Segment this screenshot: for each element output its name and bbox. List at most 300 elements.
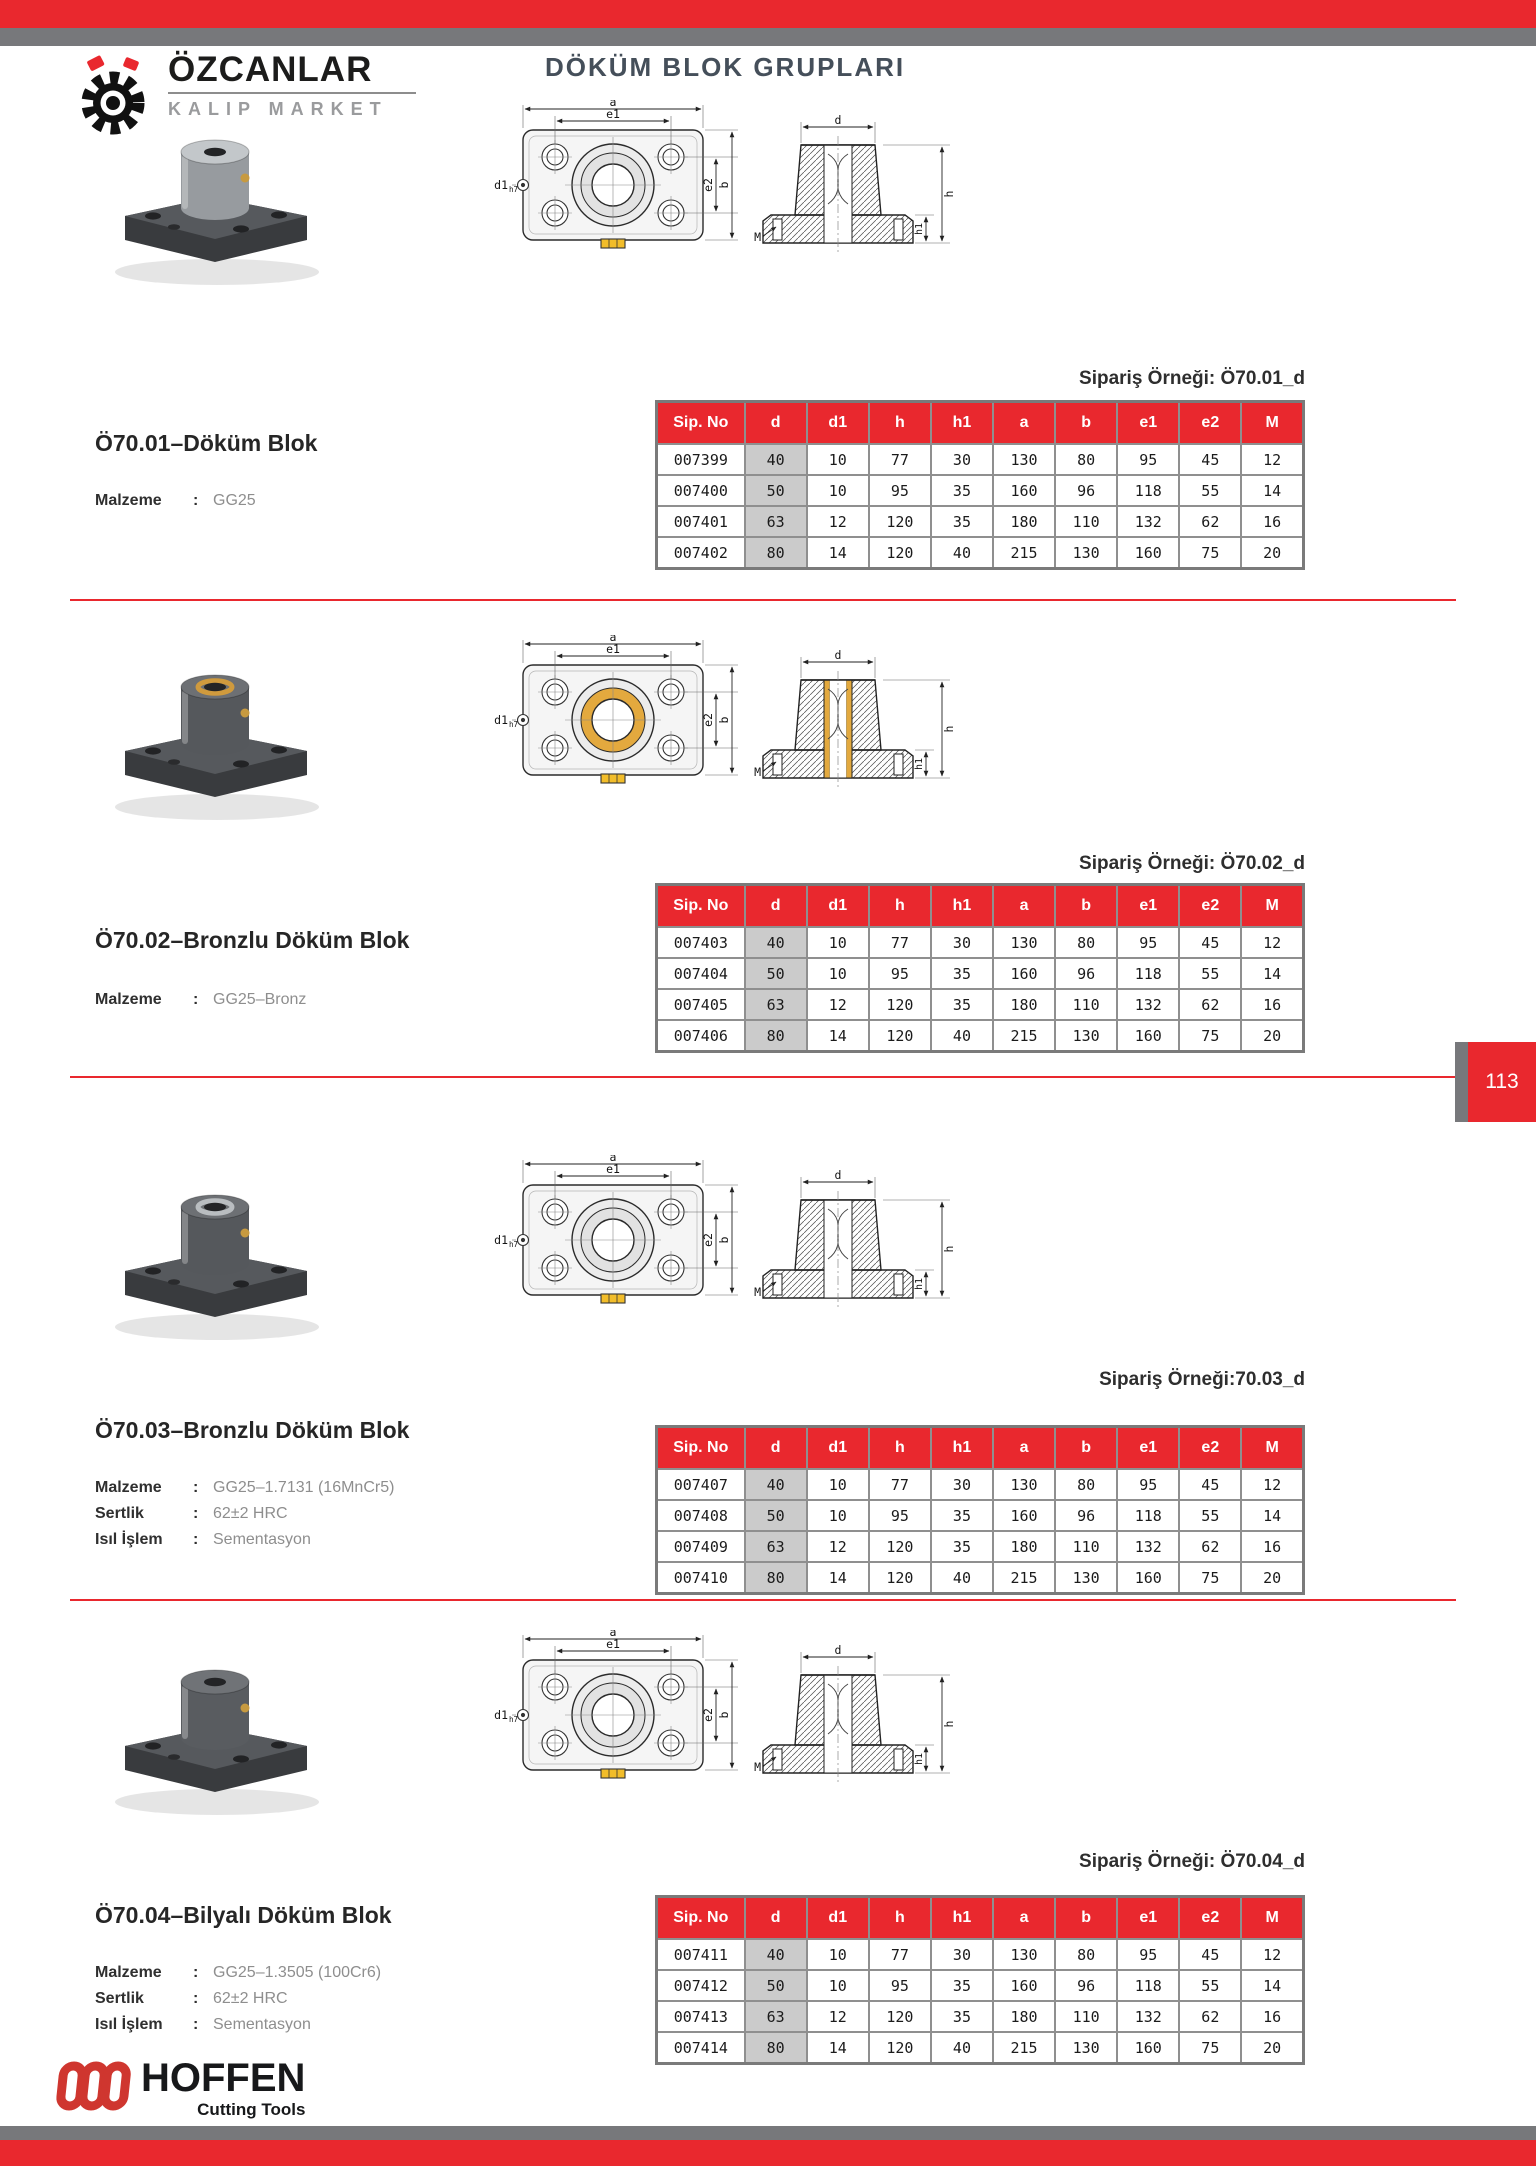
product-photo [95, 1640, 335, 1830]
dimension-cell: 180 [993, 506, 1055, 537]
spec-value: GG25 [213, 492, 256, 509]
dimension-cell: 30 [931, 444, 993, 475]
dimension-cell: 160 [1117, 2032, 1179, 2064]
svg-text:h7: h7 [509, 185, 519, 194]
technical-drawing [468, 1155, 968, 1340]
order-number-cell: 007404 [657, 958, 745, 989]
svg-text:a: a [609, 1155, 617, 1164]
dimension-cell: 77 [869, 1469, 931, 1500]
spec-row [95, 1501, 394, 1527]
spec-colon: : [193, 2016, 199, 2033]
dimension-cell: 180 [993, 989, 1055, 1020]
svg-text:d: d [834, 648, 842, 662]
dimension-cell: 14 [807, 1020, 869, 1052]
order-number-cell: 007410 [657, 1562, 745, 1594]
column-header: d [745, 1427, 807, 1470]
dimension-table [655, 1895, 1305, 2065]
dimension-cell: 96 [1055, 958, 1117, 989]
dimension-cell: 118 [1117, 1970, 1179, 2001]
dimension-cell: 14 [807, 537, 869, 569]
dimension-cell: 10 [807, 475, 869, 506]
dimension-cell: 110 [1055, 506, 1117, 537]
svg-text:d: d [834, 1643, 842, 1657]
dimension-cell: 80 [745, 1562, 807, 1594]
dimension-cell: 95 [869, 958, 931, 989]
dimension-cell: 110 [1055, 989, 1117, 1020]
section-title: Ö70.04–Bilyalı Döküm Blok [95, 1902, 392, 1928]
dimension-cell: 80 [745, 537, 807, 569]
dimension-cell: 55 [1179, 1970, 1241, 2001]
dimension-cell: 63 [745, 506, 807, 537]
column-header: e2 [1179, 402, 1241, 445]
dimension-cell: 120 [869, 1531, 931, 1562]
dimension-cell: 62 [1179, 2001, 1241, 2032]
dimension-cell: 95 [869, 475, 931, 506]
column-header: h [869, 885, 931, 928]
spec-list [95, 488, 256, 514]
table-row [657, 1939, 1304, 1970]
svg-text:M: M [754, 1760, 761, 1774]
svg-text:a: a [609, 100, 617, 109]
dimension-cell: 14 [1241, 1970, 1303, 2001]
column-header: Sip. No [657, 402, 745, 445]
spec-colon: : [193, 1479, 199, 1496]
dimension-cell: 40 [931, 1020, 993, 1052]
dimension-cell: 12 [807, 2001, 869, 2032]
order-number-cell: 007408 [657, 1500, 745, 1531]
dimension-cell: 77 [869, 1939, 931, 1970]
column-header: h [869, 1897, 931, 1940]
dimension-cell: 12 [1241, 1469, 1303, 1500]
column-header: h1 [931, 402, 993, 445]
spec-row [95, 2012, 381, 2038]
dimension-cell: 120 [869, 1020, 931, 1052]
dimension-cell: 75 [1179, 537, 1241, 569]
column-header: e1 [1117, 885, 1179, 928]
dimension-cell: 215 [993, 1562, 1055, 1594]
spec-value: Sementasyon [213, 1531, 311, 1548]
svg-text:h: h [942, 1245, 956, 1253]
dimension-cell: 96 [1055, 475, 1117, 506]
column-header: e2 [1179, 1427, 1241, 1470]
product-photo [95, 1165, 335, 1355]
spec-label: Sertlik [95, 1990, 144, 2007]
brand-rule [168, 92, 416, 94]
table-row [657, 1020, 1304, 1052]
order-number-cell: 007405 [657, 989, 745, 1020]
table-row [657, 2001, 1304, 2032]
dimension-cell: 12 [807, 506, 869, 537]
spec-label: Sertlik [95, 1505, 144, 1522]
dimension-cell: 14 [1241, 958, 1303, 989]
dimension-cell: 30 [931, 1939, 993, 1970]
svg-text:a: a [609, 635, 617, 644]
footer-brand-name: HOFFEN [141, 2056, 306, 2100]
dimension-cell: 132 [1117, 1531, 1179, 1562]
dimension-cell: 118 [1117, 475, 1179, 506]
column-header: M [1241, 1897, 1303, 1940]
dimension-cell: 120 [869, 2032, 931, 2064]
table-header-row [657, 1427, 1304, 1470]
column-header: M [1241, 885, 1303, 928]
dimension-cell: 80 [1055, 927, 1117, 958]
dimension-cell: 75 [1179, 1020, 1241, 1052]
dimension-cell: 130 [993, 1469, 1055, 1500]
svg-text:h7: h7 [509, 720, 519, 729]
svg-text:h1: h1 [914, 1277, 925, 1291]
table-header-row [657, 1897, 1304, 1940]
dimension-cell: 35 [931, 2001, 993, 2032]
dimension-cell: 130 [1055, 1020, 1117, 1052]
bottom-gray-bar [0, 2126, 1536, 2140]
dimension-cell: 35 [931, 1970, 993, 2001]
dimension-cell: 35 [931, 958, 993, 989]
spec-colon: : [193, 492, 199, 509]
dimension-cell: 160 [1117, 1562, 1179, 1594]
dimension-cell: 118 [1117, 1500, 1179, 1531]
column-header: d1 [807, 1427, 869, 1470]
dimension-cell: 20 [1241, 2032, 1303, 2064]
table-row [657, 1500, 1304, 1531]
table-row [657, 1469, 1304, 1500]
table-row [657, 506, 1304, 537]
order-number-cell: 007406 [657, 1020, 745, 1052]
column-header: d1 [807, 1897, 869, 1940]
dimension-cell: 130 [993, 444, 1055, 475]
dimension-cell: 45 [1179, 1469, 1241, 1500]
dimension-cell: 75 [1179, 2032, 1241, 2064]
dimension-cell: 10 [807, 1939, 869, 1970]
spec-label: Isıl İşlem [95, 2016, 163, 2033]
svg-text:d1: d1 [494, 178, 508, 192]
dimension-cell: 50 [745, 475, 807, 506]
dimension-cell: 40 [931, 537, 993, 569]
order-example-label: Sipariş Örneği:70.03_d [1099, 1369, 1305, 1390]
dimension-cell: 130 [1055, 537, 1117, 569]
dimension-cell: 10 [807, 958, 869, 989]
section-divider [70, 1599, 1456, 1601]
table-row [657, 927, 1304, 958]
table-header-row [657, 402, 1304, 445]
page-number-tab [1455, 1042, 1536, 1122]
spec-row [95, 488, 256, 514]
dimension-cell: 160 [993, 475, 1055, 506]
order-number-cell: 007412 [657, 1970, 745, 2001]
column-header: Sip. No [657, 1897, 745, 1940]
dimension-cell: 110 [1055, 1531, 1117, 1562]
svg-text:h1: h1 [914, 757, 925, 771]
table-header-row [657, 885, 1304, 928]
spec-label: Malzeme [95, 492, 162, 509]
spec-label: Malzeme [95, 1479, 162, 1496]
column-header: h [869, 1427, 931, 1470]
dimension-cell: 12 [807, 1531, 869, 1562]
product-photo [95, 645, 335, 835]
order-number-cell: 007411 [657, 1939, 745, 1970]
column-header: d [745, 885, 807, 928]
svg-text:e2: e2 [701, 1233, 715, 1247]
dimension-cell: 12 [1241, 927, 1303, 958]
dimension-cell: 80 [745, 2032, 807, 2064]
spec-value: GG25–1.7131 (16MnCr5) [213, 1479, 395, 1496]
column-header: a [993, 1897, 1055, 1940]
dimension-cell: 95 [1117, 927, 1179, 958]
dimension-cell: 95 [1117, 1939, 1179, 1970]
column-header: a [993, 402, 1055, 445]
table-row [657, 537, 1304, 569]
top-red-bar [0, 0, 1536, 28]
dimension-cell: 10 [807, 1469, 869, 1500]
section-title: Ö70.01–Döküm Blok [95, 430, 318, 456]
order-number-cell: 007401 [657, 506, 745, 537]
column-header: b [1055, 1427, 1117, 1470]
dimension-cell: 95 [1117, 1469, 1179, 1500]
dimension-cell: 40 [745, 444, 807, 475]
dimension-cell: 215 [993, 537, 1055, 569]
column-header: d1 [807, 402, 869, 445]
svg-text:e1: e1 [606, 107, 620, 121]
dimension-cell: 180 [993, 1531, 1055, 1562]
table-row [657, 1562, 1304, 1594]
dimension-cell: 62 [1179, 1531, 1241, 1562]
dimension-cell: 160 [993, 958, 1055, 989]
svg-text:a: a [609, 1630, 617, 1639]
dimension-cell: 12 [1241, 444, 1303, 475]
dimension-cell: 120 [869, 989, 931, 1020]
bottom-red-bar [0, 2140, 1536, 2166]
dimension-cell: 120 [869, 1562, 931, 1594]
spec-row [95, 1960, 381, 1986]
spec-row [95, 1527, 394, 1553]
dimension-table [655, 400, 1305, 570]
table-row [657, 989, 1304, 1020]
dimension-cell: 45 [1179, 927, 1241, 958]
spec-row [95, 1986, 381, 2012]
order-number-cell: 007403 [657, 927, 745, 958]
dimension-cell: 45 [1179, 444, 1241, 475]
spec-row [95, 987, 306, 1013]
dimension-cell: 160 [993, 1500, 1055, 1531]
order-number-cell: 007407 [657, 1469, 745, 1500]
dimension-cell: 95 [1117, 444, 1179, 475]
dimension-cell: 130 [993, 1939, 1055, 1970]
dimension-cell: 20 [1241, 537, 1303, 569]
dimension-cell: 160 [1117, 537, 1179, 569]
dimension-cell: 96 [1055, 1970, 1117, 2001]
dimension-cell: 130 [1055, 1562, 1117, 1594]
svg-text:d1: d1 [494, 713, 508, 727]
dimension-cell: 20 [1241, 1020, 1303, 1052]
column-header: h1 [931, 885, 993, 928]
spec-value: GG25–Bronz [213, 991, 307, 1008]
svg-text:h7: h7 [509, 1240, 519, 1249]
column-header: e1 [1117, 1897, 1179, 1940]
dimension-cell: 215 [993, 1020, 1055, 1052]
order-number-cell: 007402 [657, 537, 745, 569]
order-number-cell: 007400 [657, 475, 745, 506]
dimension-cell: 14 [807, 2032, 869, 2064]
dimension-cell: 95 [869, 1970, 931, 2001]
dimension-cell: 63 [745, 989, 807, 1020]
spec-label: Malzeme [95, 991, 162, 1008]
column-header: e1 [1117, 1427, 1179, 1470]
dimension-cell: 50 [745, 1500, 807, 1531]
product-photo [95, 110, 335, 300]
order-number-cell: 007409 [657, 1531, 745, 1562]
column-header: Sip. No [657, 1427, 745, 1470]
column-header: b [1055, 402, 1117, 445]
svg-text:e1: e1 [606, 642, 620, 656]
dimension-cell: 40 [745, 1469, 807, 1500]
spec-value: 62±2 HRC [213, 1990, 288, 2007]
svg-text:e1: e1 [606, 1162, 620, 1176]
table-row [657, 475, 1304, 506]
svg-text:b: b [717, 1711, 731, 1719]
dimension-cell: 40 [745, 927, 807, 958]
dimension-cell: 35 [931, 506, 993, 537]
dimension-cell: 80 [1055, 444, 1117, 475]
svg-text:h1: h1 [914, 1752, 925, 1766]
dimension-cell: 10 [807, 1970, 869, 2001]
spec-row [95, 1475, 394, 1501]
table-row [657, 1531, 1304, 1562]
spec-list [95, 1960, 381, 2038]
dimension-cell: 16 [1241, 989, 1303, 1020]
svg-text:h: h [942, 725, 956, 733]
svg-text:b: b [717, 716, 731, 724]
dimension-cell: 62 [1179, 506, 1241, 537]
dimension-cell: 80 [1055, 1939, 1117, 1970]
dimension-cell: 50 [745, 958, 807, 989]
spec-colon: : [193, 1964, 199, 1981]
dimension-cell: 110 [1055, 2001, 1117, 2032]
column-header: a [993, 885, 1055, 928]
top-gray-bar [0, 28, 1536, 46]
dimension-cell: 120 [869, 2001, 931, 2032]
footer-logo [55, 2058, 305, 2120]
spec-list [95, 987, 306, 1013]
dimension-cell: 132 [1117, 506, 1179, 537]
spec-colon: : [193, 991, 199, 1008]
dimension-cell: 118 [1117, 958, 1179, 989]
column-header: d [745, 402, 807, 445]
column-header: M [1241, 1427, 1303, 1470]
dimension-cell: 63 [745, 2001, 807, 2032]
dimension-cell: 62 [1179, 989, 1241, 1020]
footer-brand-subtitle: Cutting Tools [197, 2100, 306, 2119]
dimension-table [655, 1425, 1305, 1595]
spec-value: Sementasyon [213, 2016, 311, 2033]
svg-text:h1: h1 [914, 222, 925, 236]
order-number-cell: 007414 [657, 2032, 745, 2064]
spec-value: GG25–1.3505 (100Cr6) [213, 1964, 382, 1981]
hoffen-rings-icon [55, 2058, 133, 2119]
svg-text:d: d [834, 1168, 842, 1182]
dimension-cell: 14 [1241, 475, 1303, 506]
dimension-cell: 35 [931, 475, 993, 506]
column-header: e2 [1179, 885, 1241, 928]
dimension-cell: 96 [1055, 1500, 1117, 1531]
spec-colon: : [193, 1531, 199, 1548]
svg-text:M: M [754, 765, 761, 779]
spec-label: Isıl İşlem [95, 1531, 163, 1548]
technical-drawing [468, 100, 968, 285]
dimension-cell: 55 [1179, 475, 1241, 506]
section-divider [70, 1076, 1456, 1078]
column-header: b [1055, 1897, 1117, 1940]
dimension-cell: 14 [807, 1562, 869, 1594]
spec-value: 62±2 HRC [213, 1505, 288, 1522]
dimension-cell: 45 [1179, 1939, 1241, 1970]
dimension-cell: 16 [1241, 1531, 1303, 1562]
svg-text:d1: d1 [494, 1233, 508, 1247]
dimension-cell: 40 [931, 2032, 993, 2064]
dimension-cell: 35 [931, 1531, 993, 1562]
dimension-cell: 215 [993, 2032, 1055, 2064]
page-number: 113 [1485, 1070, 1519, 1093]
column-header: b [1055, 885, 1117, 928]
svg-text:e1: e1 [606, 1637, 620, 1651]
section-divider [70, 599, 1456, 601]
dimension-cell: 132 [1117, 2001, 1179, 2032]
order-number-cell: 007413 [657, 2001, 745, 2032]
dimension-table [655, 883, 1305, 1053]
column-header: Sip. No [657, 885, 745, 928]
column-header: d1 [807, 885, 869, 928]
spec-colon: : [193, 1990, 199, 2007]
dimension-cell: 40 [931, 1562, 993, 1594]
dimension-cell: 120 [869, 506, 931, 537]
dimension-cell: 77 [869, 444, 931, 475]
order-example-label: Sipariş Örneği: Ö70.01_d [1079, 368, 1305, 389]
svg-text:d1: d1 [494, 1708, 508, 1722]
table-row [657, 1970, 1304, 2001]
dimension-cell: 130 [993, 927, 1055, 958]
column-header: h1 [931, 1427, 993, 1470]
column-header: d [745, 1897, 807, 1940]
dimension-cell: 30 [931, 927, 993, 958]
section-title: Ö70.02–Bronzlu Döküm Blok [95, 927, 410, 953]
dimension-cell: 10 [807, 1500, 869, 1531]
column-header: e2 [1179, 1897, 1241, 1940]
column-header: a [993, 1427, 1055, 1470]
table-row [657, 958, 1304, 989]
dimension-cell: 14 [1241, 1500, 1303, 1531]
svg-text:M: M [754, 1285, 761, 1299]
dimension-cell: 16 [1241, 2001, 1303, 2032]
tab-gray-strip [1455, 1042, 1468, 1122]
dimension-cell: 80 [745, 1020, 807, 1052]
dimension-cell: 180 [993, 2001, 1055, 2032]
dimension-cell: 30 [931, 1469, 993, 1500]
spec-list [95, 1475, 394, 1553]
brand-name: ÖZCANLAR [168, 50, 373, 89]
dimension-cell: 12 [1241, 1939, 1303, 1970]
technical-drawing [468, 635, 968, 820]
svg-text:b: b [717, 1236, 731, 1244]
order-example-label: Sipariş Örneği: Ö70.04_d [1079, 1851, 1305, 1872]
dimension-cell: 160 [993, 1970, 1055, 2001]
table-row [657, 2032, 1304, 2064]
column-header: h [869, 402, 931, 445]
svg-text:h: h [942, 1720, 956, 1728]
column-header: e1 [1117, 402, 1179, 445]
dimension-cell: 20 [1241, 1562, 1303, 1594]
spec-colon: : [193, 1505, 199, 1522]
dimension-cell: 160 [1117, 1020, 1179, 1052]
column-header: h1 [931, 1897, 993, 1940]
dimension-cell: 10 [807, 444, 869, 475]
